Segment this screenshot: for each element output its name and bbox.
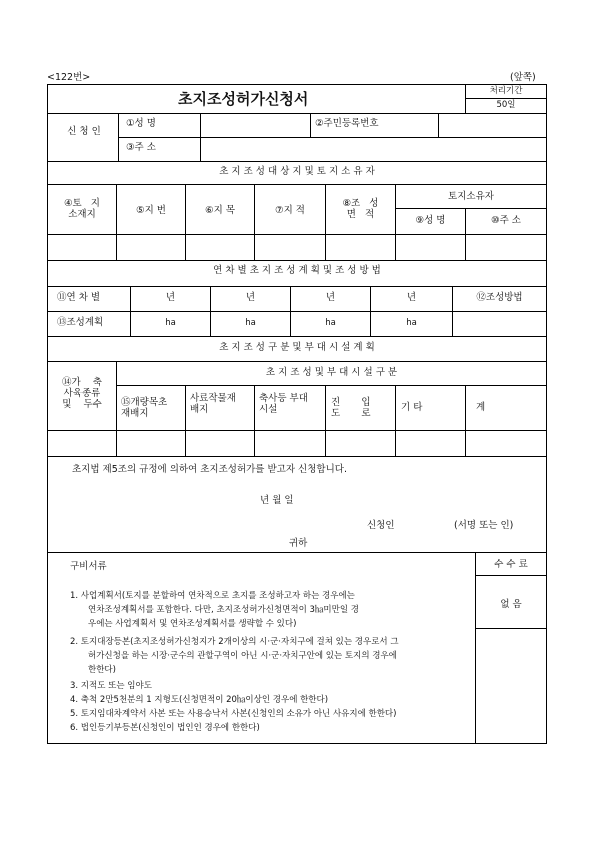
applicant-signature-label: 신청인 <box>367 520 395 531</box>
fee-label: 수 수 료 <box>494 559 528 570</box>
year-unit-3: 년 <box>325 292 336 303</box>
yearly-label: ⑪연 차 별 <box>57 292 101 303</box>
page-side-label: (앞쪽) <box>510 72 536 83</box>
livestock-header: ⑭가 축 사육종류 및 두수 <box>62 377 102 410</box>
land-data-row[interactable] <box>49 235 545 259</box>
owner-name-header: ⑨성 명 <box>415 215 446 226</box>
creation-area-header: ⑧조 성 면 적 <box>342 198 379 220</box>
ha-unit-4: ha <box>406 318 417 328</box>
application-date: 년 월 일 <box>260 495 294 506</box>
other-header: 기 타 <box>401 402 423 413</box>
fee-value: 없 음 <box>500 599 522 610</box>
access-road-header: 진 입 도 로 <box>331 397 371 419</box>
form-number: <122번> <box>47 72 91 83</box>
document-item-4: 4. 축척 2만5천분의 1 지형도(신청면적이 20㏊이상인 경우에 한한다) <box>70 695 329 705</box>
facility-data-row[interactable] <box>49 431 545 455</box>
address-field[interactable] <box>201 138 545 160</box>
document-item-5: 5. 토지임대차계약서 사본 또는 사용승낙서 사본(신청인의 소유가 아닌 사유지에 한한다) <box>70 709 397 719</box>
address-label: ③주 소 <box>126 142 156 153</box>
document-item-2: 2. 토지대장등본(초지조성허가신청지가 2개이상의 시·군·자치구에 걸쳐 있는 경우로서 그 <box>70 637 399 647</box>
land-category-header: ⑥지 목 <box>205 205 235 216</box>
ha-unit-2: ha <box>245 318 256 328</box>
name-label: ①성 명 <box>126 118 156 129</box>
document-item-6: 6. 법인등기부등본(신청인이 법인인 경우에 한한다) <box>70 723 260 733</box>
owner-address-header: ⑩주 소 <box>491 215 521 226</box>
year-unit-4: 년 <box>406 292 417 303</box>
recipient-label: 귀하 <box>289 538 308 549</box>
documents-label: 구비서류 <box>70 561 107 572</box>
year-unit-1: 년 <box>165 292 176 303</box>
creation-plan-label: ⑬조성계획 <box>57 317 104 328</box>
land-owner-header: 토지소유자 <box>448 191 494 202</box>
document-item-1-line3: 우에는 사업계획서 및 연차조성계획서를 생략할 수 있다) <box>88 619 297 629</box>
document-item-1-line2: 연차조성계획서를 포함한다. 다만, 초지조성허가신청면적이 3㏊미만일 경 <box>88 605 359 615</box>
total-header: 계 <box>476 402 486 413</box>
lot-number-header: ⑤지 번 <box>136 205 166 216</box>
section2-title: 연 차 별 초 지 조 성 계 획 및 조 성 방 법 <box>213 265 381 276</box>
rrn-field[interactable] <box>439 114 545 136</box>
creation-method-field[interactable] <box>453 312 545 335</box>
ha-unit-1: ha <box>165 318 176 328</box>
processing-period-value: 50일 <box>496 100 516 110</box>
barn-facility-header: 축사등 부대 시설 <box>259 393 308 415</box>
name-field[interactable] <box>201 114 309 136</box>
section1-title: 초 지 조 성 대 상 지 및 토 지 소 유 자 <box>219 166 375 177</box>
land-area-header: ⑦지 적 <box>275 205 305 216</box>
pasture-header: ⑮개량목초 재배지 <box>121 397 168 419</box>
year-unit-2: 년 <box>245 292 256 303</box>
section3-subtitle: 초 지 조 성 및 부 대 시 설 구 분 <box>265 367 398 378</box>
signature-note: (서명 또는 인) <box>454 520 514 531</box>
feed-crop-header: 사료작물재 배지 <box>190 393 236 415</box>
application-statement: 초지법 제5조의 규정에 의하여 초지조성허가를 받고자 신청합니다. <box>72 464 347 475</box>
ha-unit-3: ha <box>325 318 336 328</box>
creation-method-label: ⑫조성방법 <box>476 292 523 303</box>
document-item-2-line3: 한한다) <box>88 665 116 675</box>
document-item-2-line2: 허가신청을 하는 시장·군수의 관할구역이 아닌 시·군·자치구안에 있는 토지의 경우에 <box>88 651 397 661</box>
page-title: 초지조성허가신청서 <box>178 90 309 108</box>
land-location-header: ④토 지 소재지 <box>64 198 100 220</box>
document-item-3: 3. 지적도 또는 임야도 <box>70 681 152 691</box>
rrn-label: ②주민등록번호 <box>315 118 379 129</box>
document-item-1: 1. 사업계획서(토지를 분할하여 연차적으로 초지를 조성하고자 하는 경우에는 <box>70 591 355 601</box>
processing-period-label: 처리기간 <box>489 86 523 96</box>
applicant-label: 신 청 인 <box>67 126 101 137</box>
section3-title: 초 지 조 성 구 분 및 부 대 시 설 계 획 <box>219 342 375 353</box>
